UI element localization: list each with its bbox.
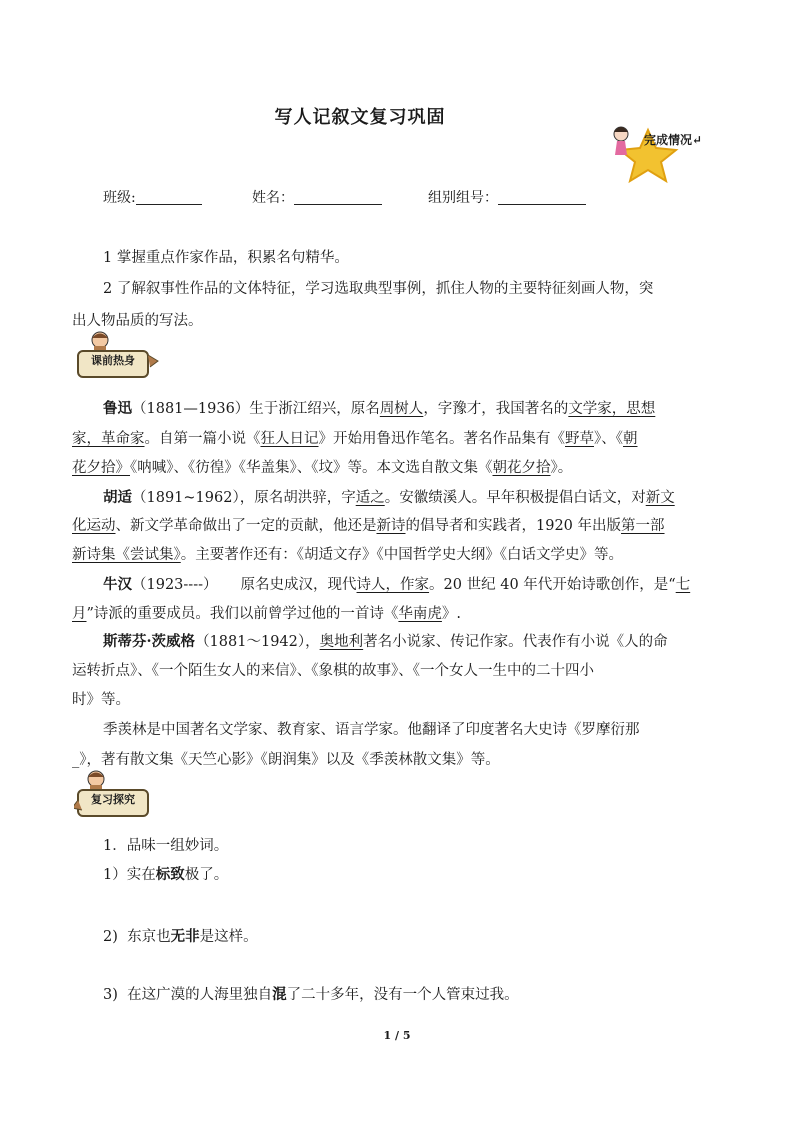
group-label: 组别组号： bbox=[428, 190, 498, 206]
review-item-1 bbox=[103, 863, 228, 884]
author-name: 斯蒂芬·茨威格 bbox=[103, 633, 196, 650]
goal-1: 1 掌握重点作家作品，积累名句精华。 bbox=[103, 250, 349, 266]
text: 、新文学革命做出了一定的贡献，他还是 bbox=[115, 518, 377, 534]
text: 。主要著作还有：《胡适文存》《中国哲学史大纲》《白话文学史》等。 bbox=[180, 547, 623, 563]
underlined-term: 新文 bbox=[645, 490, 675, 506]
niuhan-line-1 bbox=[103, 573, 690, 594]
hushi-line-3 bbox=[72, 543, 623, 564]
completion-badge bbox=[608, 122, 703, 184]
section-review-tag bbox=[74, 770, 164, 820]
key-word: 混 bbox=[272, 986, 287, 1003]
luxun-line-3 bbox=[72, 456, 572, 477]
text: ，字豫才，我国著名的 bbox=[423, 401, 569, 417]
underlined-term: 诗人，作家 bbox=[356, 577, 430, 593]
underlined-term: 七 bbox=[675, 577, 691, 593]
text: 3) 在这广漠的人海里独自 bbox=[103, 987, 273, 1003]
underlined-term: 新诗 bbox=[376, 518, 406, 534]
underlined-term: 野草 bbox=[565, 431, 594, 447]
zweig-line-1 bbox=[103, 630, 668, 651]
text: （1881～1942）， bbox=[195, 634, 320, 650]
goal-2-cont: 出人物品质的写法。 bbox=[72, 313, 203, 329]
key-word: 无非 bbox=[170, 928, 200, 945]
name-label: 姓名： bbox=[252, 190, 294, 206]
name-field bbox=[252, 187, 382, 207]
underlined-term: 花夕拾》 bbox=[72, 460, 130, 476]
zweig-line-3: 时》等。 bbox=[72, 692, 130, 708]
underlined-term: 华南虎 bbox=[398, 606, 442, 622]
text: 》。 bbox=[550, 460, 573, 476]
page-title: 写人记叙文复习巩固 bbox=[274, 107, 446, 128]
text: 著名小说家、传记作家。代表作有小说《人的命 bbox=[363, 634, 668, 650]
underlined-term: 奥地利 bbox=[319, 634, 364, 650]
text: 》、《 bbox=[594, 431, 623, 447]
text: 。20 世纪 40 年代开始诗歌创作，是“ bbox=[429, 577, 676, 593]
text: 》开始用鲁迅作笔名。著名作品集有《 bbox=[318, 431, 565, 447]
underlined-term: 化运动 bbox=[72, 518, 116, 534]
underlined-term: 朝花夕拾 bbox=[492, 460, 551, 476]
text: 的倡导者和实践者，1920 年出版 bbox=[405, 518, 622, 534]
group-blank[interactable] bbox=[498, 190, 586, 205]
review-q1: 1．品味一组妙词。 bbox=[103, 838, 229, 854]
niuhan-line-2 bbox=[72, 602, 461, 623]
section-warmup-label: 课前热身 bbox=[91, 354, 135, 367]
class-field bbox=[103, 187, 202, 207]
author-name: 鲁迅 bbox=[103, 400, 132, 417]
zweig-line-2: 运转折点》、《一个陌生女人的来信》、《象棋的故事》、《一个女人一生中的二十四小 bbox=[72, 663, 594, 679]
badge-label: 完成情况↵ bbox=[644, 133, 703, 147]
group-field bbox=[428, 187, 586, 207]
review-item-3 bbox=[103, 983, 519, 1004]
text: 1）实在 bbox=[103, 867, 156, 883]
section-review-label: 复习探究 bbox=[91, 793, 135, 806]
hushi-line-2 bbox=[72, 514, 665, 535]
text: 》. bbox=[441, 606, 462, 622]
underlined-term: 周树人 bbox=[379, 401, 424, 417]
ji-line-1: 季羡林是中国著名文学家、教育家、语言学家。他翻译了印度著名大史诗《罗摩衍那 bbox=[103, 722, 640, 738]
text: （1881—1936）生于浙江绍兴，原名 bbox=[132, 401, 380, 417]
class-label: 班级: bbox=[103, 190, 136, 206]
text: 了二十多年，没有一个人管束过我。 bbox=[286, 987, 519, 1003]
text: （1923----） 原名史成汉，现代 bbox=[132, 577, 357, 593]
name-blank[interactable] bbox=[294, 190, 382, 205]
page-number: 1 / 5 bbox=[383, 1029, 411, 1042]
author-name: 牛汉 bbox=[103, 576, 132, 593]
text: 《呐喊》、《彷徨》《华盖集》、《坟》等。本文选自散文集《 bbox=[130, 460, 493, 476]
text: 是这样。 bbox=[199, 929, 258, 945]
class-blank[interactable] bbox=[136, 190, 202, 205]
hushi-line-1 bbox=[103, 486, 675, 507]
key-word: 标致 bbox=[155, 866, 185, 883]
underlined-term: 文学家，思想 bbox=[568, 401, 656, 417]
underlined-term: 月 bbox=[72, 606, 87, 622]
underlined-term: 新诗集《尝试集》 bbox=[72, 547, 181, 563]
author-name: 胡适 bbox=[103, 489, 132, 506]
ji-line-2: _》，著有散文集《天竺心影》《朗润集》以及《季羡林散文集》等。 bbox=[72, 752, 500, 768]
section-warmup-tag bbox=[74, 331, 164, 381]
underlined-term: 第一部 bbox=[621, 518, 665, 534]
text: （1891~1962），原名胡洪骍，字 bbox=[132, 490, 356, 506]
review-item-2 bbox=[103, 925, 258, 946]
text: 。自第一篇小说《 bbox=[144, 431, 261, 447]
luxun-line-1 bbox=[103, 397, 655, 418]
underlined-term: 朝 bbox=[623, 431, 638, 447]
text: 极了。 bbox=[184, 867, 229, 883]
underlined-term: 狂人日记 bbox=[260, 431, 319, 447]
text: ”诗派的重要成员。我们以前曾学过他的一首诗《 bbox=[86, 606, 399, 622]
goal-2: 2 了解叙事性作品的文体特征，学习选取典型事例，抓住人物的主要特征刻画人物，突 bbox=[103, 281, 654, 297]
text: 2) 东京也 bbox=[103, 929, 171, 945]
underlined-term: 适之 bbox=[355, 490, 385, 506]
underlined-term: 家，革命家 bbox=[72, 431, 145, 447]
luxun-line-2 bbox=[72, 427, 638, 448]
text: 。安徽绩溪人。早年积极提倡白话文，对 bbox=[384, 490, 646, 506]
